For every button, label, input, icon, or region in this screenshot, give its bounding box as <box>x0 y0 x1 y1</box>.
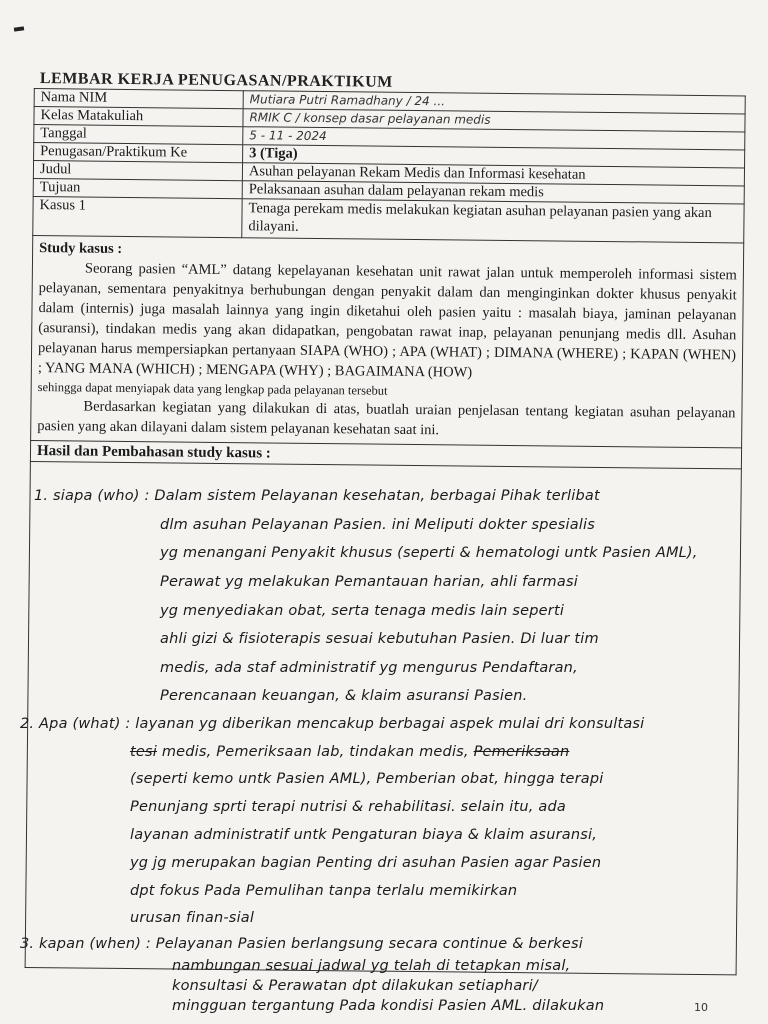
handwritten-line: Perawat yg melakukan Pemantauan harian, ahli farmasi <box>160 574 578 590</box>
handwritten-line: medis, ada staf administratif yg mengurus Pendaftaran, <box>160 660 578 676</box>
results-title: Hasil dan Pembahasan study kasus : <box>30 441 742 469</box>
handwritten-segment: medis, Pemeriksaan lab, tindakan medis, <box>161 744 469 760</box>
study-case-paragraph-tail: sehingga dapat menyiapak data yang lengkap pada pelayanan tersebut <box>37 380 388 398</box>
info-row <box>33 196 744 242</box>
handwritten-line: ahli gizi & fisioterapis sesuai kebutuhan Pasien. Di luar tim <box>160 631 599 647</box>
handwritten-line: dpt fokus Pada Pemulihan tanpa terlalu memikirkan <box>130 883 518 899</box>
info-value: Pelaksanaan asuhan dalam pelayanan rekam medis <box>242 181 744 204</box>
handwritten-line: layanan administratif untk Pengaturan biaya & klaim asuransi, <box>130 827 598 843</box>
info-value: RMIK C / konsep dasar pelayanan medis <box>243 109 745 132</box>
handwritten-line: 3. kapan (when) : Pelayanan Pasien berlangsung secara continue & berkesi <box>20 936 583 952</box>
info-value: 5 - 11 - 2024 <box>243 127 745 150</box>
handwritten-line: yg menangani Penyakit khusus (seperti & hematologi untk Pasien AML), <box>160 545 698 561</box>
handwritten-line: mingguan tergantung Pada kondisi Pasien AML. dilakukan <box>172 998 605 1014</box>
info-value: Mutiara Putri Ramadhany / 24 ... <box>243 91 745 114</box>
handwritten-line: nambungan sesuai jadwal yg telah di tetapkan misal, <box>172 958 571 974</box>
info-label: Nama NIM <box>34 89 243 109</box>
info-value: Tenaga perekam medis melakukan kegiatan asuhan pelayanan pasien yang akan dilayani. <box>242 199 744 243</box>
struck-word: Pemeriksaan <box>473 744 570 760</box>
handwritten-line: dlm asuhan Pelayanan Pasien. ini Meliputi dokter spesialis <box>160 517 596 533</box>
info-label: Judul <box>33 161 242 181</box>
info-label: Kelas Matakuliah <box>34 107 243 127</box>
handwritten-line: urusan finan-sial <box>130 910 255 926</box>
study-case-instruction: Berdasarkan kegiatan yang dilakukan di atas, buatlah uraian penjelasan tentang kegiatan asuhan pelayanan pasien yang akan dilayani dalam sistem pelayanan kesehatan saat ini. <box>37 398 736 439</box>
handwritten-line: yg jg merupakan bagian Penting dri asuhan Pasien agar Pasien <box>130 855 602 871</box>
handwritten-line: yg menyediakan obat, serta tenaga medis lain seperti <box>160 603 565 619</box>
handwritten-line: konsultasi & Perawatan dpt dilakukan setiaphari/ <box>172 978 538 994</box>
handwritten-line: (seperti kemo untk Pasien AML), Pemberian obat, hingga terapi <box>130 771 604 787</box>
handwritten-line: Penunjang sprti terapi nutrisi & rehabilitasi. selain itu, ada <box>130 799 566 815</box>
info-value: Asuhan pelayanan Rekam Medis dan Informasi kesehatan <box>242 163 744 186</box>
info-table <box>32 88 746 243</box>
info-label: Penugasan/Praktikum Ke <box>34 143 243 163</box>
info-label: Kasus 1 <box>33 196 242 237</box>
study-case-paragraph: Seorang pasien “AML” datang kepelayanan kesehatan unit rawat jalan untuk memperoleh informasi sistem pelayanan, sementara penyakitnya berhubungan dengan penyakit dalam dan menginginkan dokter khusus penyakit dalam (internis) juga masalah lainnya yang ingin diketahui oleh pasien yaitu : masalah biaya, jaminan pelayanan (asuransi), tindakan medis yang akan didapatkan, pengobatan rawat inap, pelayanan penunjang medis dll. Asuhan pelayanan harus mempersiapkan pertanyaan SIAPA (WHO) ; APA (WHAT) ; DIMANA (WHERE) ; KAPAN (WHEN) ; YANG MANA (WHICH) ; MENGAPA (WHY) ; BAGAIMANA (HOW) <box>37 260 737 381</box>
scan-mark <box>14 26 24 31</box>
study-case-section <box>30 236 744 448</box>
study-case-title: Study kasus : <box>39 240 123 257</box>
struck-word: tesi <box>130 744 157 760</box>
info-label: Tujuan <box>33 178 242 198</box>
worksheet-title: LEMBAR KERJA PENUGASAN/PRAKTIKUM <box>39 70 393 91</box>
page-number: 10 <box>694 1001 708 1014</box>
info-label: Tanggal <box>34 125 243 145</box>
handwritten-line <box>130 744 569 760</box>
handwritten-line: 2. Apa (what) : layanan yg diberikan mencakup berbagai aspek mulai dri konsultasi <box>20 716 645 732</box>
handwritten-line: Perencanaan keuangan, & klaim asuransi Pasien. <box>160 688 528 704</box>
info-value: 3 (Tiga) <box>243 145 745 168</box>
handwritten-line: 1. siapa (who) : Dalam sistem Pelayanan kesehatan, berbagai Pihak terlibat <box>34 488 600 504</box>
